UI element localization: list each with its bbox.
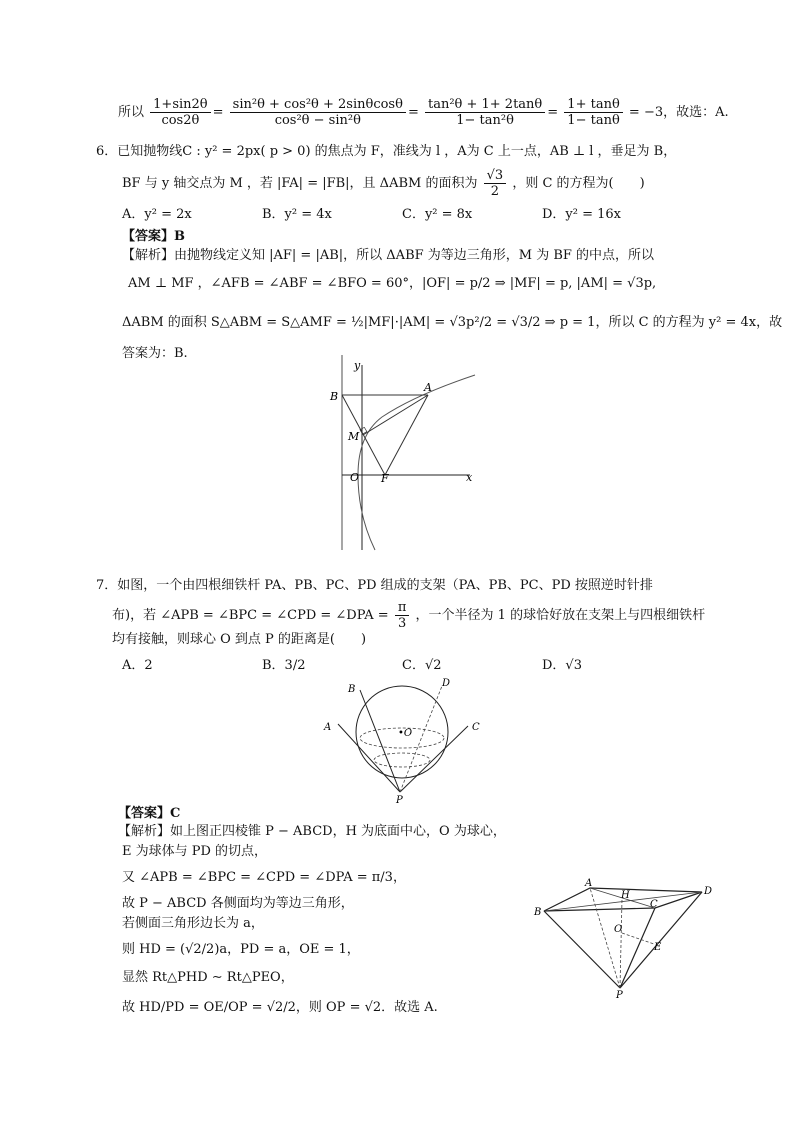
fig1-label-d: D xyxy=(442,678,451,689)
q5-frac1-num: 1+sin2θ xyxy=(150,97,210,113)
q6-analysis-line3: ΔABM 的面积 S△ABM = S△AMF = ½|MF|·|AM| = √3p²/2 = √3/2 ⇒ p = 1，所以 C 的方程为 y² = 4x，故 xyxy=(122,315,783,330)
q5-prefix: 所以 xyxy=(118,105,145,120)
q7-analysis-3: 又 ∠APB = ∠BPC = ∠CPD = ∠DPA = π/3， xyxy=(122,870,406,885)
q5-frac-2 xyxy=(230,97,406,128)
q5-frac3-den: 1− tan²θ xyxy=(456,113,514,128)
fig1-label-p: P xyxy=(396,795,403,804)
q6-analysis-line4: 答案为：B. xyxy=(122,346,188,361)
q6-option-c: C．y² = 8x xyxy=(402,207,473,222)
fig1-label-b: B xyxy=(348,684,356,695)
q7-option-c: C．√2 xyxy=(402,658,442,673)
fig2-label-p: P xyxy=(616,990,623,998)
q7-stem-line1: 7．如图，一个由四根细铁杆 PA、PB、PC、PD 组成的支架（PA、PB、PC、PD 按照逆时针排 xyxy=(96,578,653,593)
q5-frac4-den: 1− tanθ xyxy=(567,113,620,128)
segment-af xyxy=(385,395,428,475)
label-o: O xyxy=(350,471,360,484)
fig2-label-a: A xyxy=(585,878,593,889)
pyramid-figure xyxy=(530,878,720,998)
label-a: A xyxy=(424,381,432,394)
q7-angle-frac-den: 3 xyxy=(397,616,407,631)
fig2-label-e: E xyxy=(654,942,662,953)
q6-stem-line2 xyxy=(122,168,645,199)
q7-analysis-8: 故 HD/PD = OE/OP = √2/2，则 OP = √2．故选 A. xyxy=(122,1000,438,1015)
fig2-label-h: H xyxy=(621,890,630,901)
q7-analysis-7: 显然 Rt△PHD ∼ Rt△PEO， xyxy=(122,970,294,985)
q6-area-frac-den: 2 xyxy=(490,184,500,199)
q7-angle-frac-num: π xyxy=(395,600,410,616)
segment-am xyxy=(363,395,428,435)
q7-stem-line2 xyxy=(112,600,705,631)
height-ph xyxy=(620,899,622,988)
q7-answer: 【答案】C xyxy=(118,806,181,821)
q6-analysis-line1: 【解析】由抛物线定义知 |AF| = |AB|，所以 ΔABF 为等边三角形，M 为 BF 的中点，所以 xyxy=(122,248,655,263)
q5-frac2-den: cos²θ − sin²θ xyxy=(274,113,361,128)
q7-stem-line2-b: ，一个半径为 1 的球恰好放在支架上与四根细铁杆 xyxy=(415,608,706,623)
q5-frac4-num: 1+ tanθ xyxy=(564,97,622,113)
rod-pd xyxy=(400,686,442,792)
q7-stem-line3: 均有接触，则球心 O 到点 P 的距离是( ) xyxy=(112,632,367,647)
edge-pc xyxy=(620,908,655,988)
rod-pb xyxy=(360,690,400,792)
q7-option-b: B．3/2 xyxy=(262,658,306,673)
q5-conclusion-line: 所以 $\frac{1+\sin 2\theta}{\cos 2\theta}$ = $\frac{\text{sin²θ + cos²θ + 2sinθcosθ}}{\text{cos²θ − sin²θ}}$ = $\frac{\text{tan²θ + 1+ 2tanθ}}{\text{1− tan²θ}}$ = $\frac{1+ \tan\theta}{1- \tan\theta}$ = −3，故选：A. xyxy=(118,97,729,128)
q6-option-b: B．y² = 4x xyxy=(262,207,332,222)
fig2-label-b: B xyxy=(534,907,542,918)
q5-tail: = −3，故选：A. xyxy=(628,105,729,120)
label-f: F xyxy=(381,472,389,485)
q6-stem-line2-a: BF 与 y 轴交点为 M ，若 |FA| = |FB|，且 ΔABM 的面积为 xyxy=(122,176,478,191)
q7-analysis-5: 若侧面三角形边长为 a， xyxy=(122,916,264,931)
q6-option-a: A．y² = 2x xyxy=(122,207,192,222)
segment-oe xyxy=(622,933,654,944)
fig1-label-o: •O xyxy=(398,728,413,739)
q6-answer: 【答案】B xyxy=(122,229,185,244)
fig1-label-a: A xyxy=(324,722,332,733)
q7-stem-line2-a: 布)，若 ∠APB = ∠BPC = ∠CPD = ∠DPA = xyxy=(112,608,389,623)
parabola-curve xyxy=(358,375,475,550)
sphere-frame-figure xyxy=(320,676,490,804)
q6-area-frac xyxy=(484,168,507,199)
contact-circle xyxy=(374,753,430,767)
q6-stem-line2-b: ，则 C 的方程为( ) xyxy=(512,176,645,191)
label-x: x xyxy=(466,471,473,484)
q7-analysis-4: 故 P − ABCD 各侧面均为等边三角形， xyxy=(122,896,354,911)
q7-analysis-1: 【解析】如上图正四棱锥 P − ABCD，H 为底面中心，O 为球心， xyxy=(118,824,506,839)
label-m: M xyxy=(348,430,360,443)
fig2-label-o: O xyxy=(614,924,623,935)
label-b: B xyxy=(330,390,339,403)
rod-pa xyxy=(338,724,400,792)
q5-frac1-den: cos2θ xyxy=(161,113,200,128)
q6-option-d: D．y² = 16x xyxy=(542,207,622,222)
label-y: y xyxy=(354,359,361,372)
q6-stem-line1: 6．已知抛物线C : y² = 2px( p > 0) 的焦点为 F，准线为 l ，A为 C 上一点，AB ⊥ l ，垂足为 B， xyxy=(96,144,677,159)
q7-analysis-2: E 为球体与 PD 的切点， xyxy=(122,844,268,859)
q5-frac-3 xyxy=(425,97,545,128)
q5-frac2-num: sin²θ + cos²θ + 2sinθcosθ xyxy=(230,97,406,113)
fig2-label-c: C xyxy=(650,899,658,910)
q7-option-d: D．√3 xyxy=(542,658,582,673)
q7-analysis-6: 则 HD = (√2/2)a，PD = a，OE = 1， xyxy=(122,942,360,957)
parabola-figure xyxy=(320,355,485,555)
q5-frac-1 xyxy=(150,97,210,128)
q7-angle-frac xyxy=(395,600,410,631)
q5-frac3-num: tan²θ + 1+ 2tanθ xyxy=(425,97,545,113)
fig2-label-d: D xyxy=(704,886,713,897)
fig1-label-c: C xyxy=(472,722,480,733)
q7-option-a: A．2 xyxy=(122,658,153,673)
q5-frac-4 xyxy=(564,97,622,128)
q6-area-frac-num: √3 xyxy=(484,168,507,184)
q6-analysis-line2: AM ⊥ MF ，∠AFB = ∠ABF = ∠BFO = 60°，|OF| = p/2 ⇒ |MF| = p, |AM| = √3p, xyxy=(128,276,657,291)
